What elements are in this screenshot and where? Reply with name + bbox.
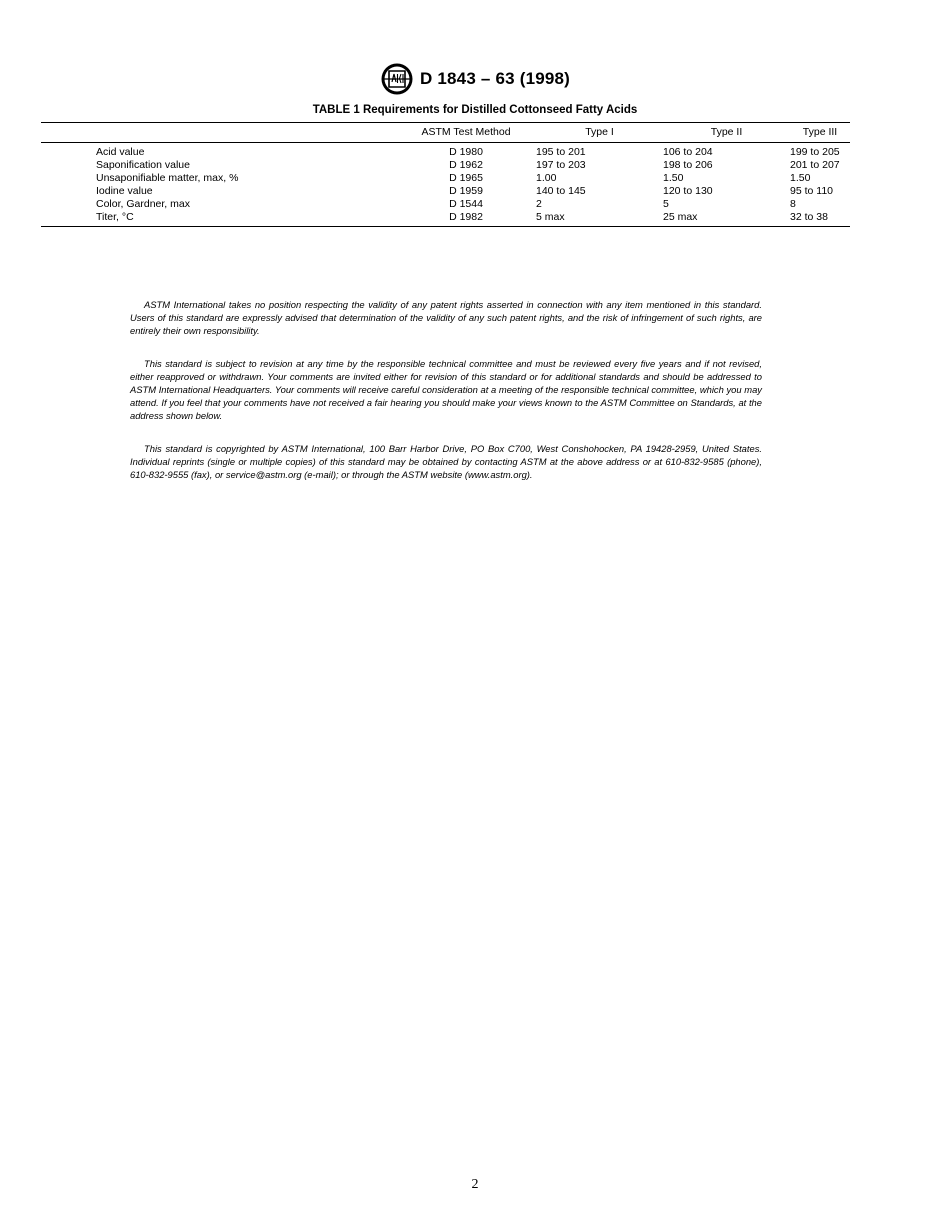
- cell-type-1: 197 to 203: [536, 159, 586, 171]
- revision-notice: This standard is subject to revision at any time by the responsible technical committee and must be reviewed every five years and if not revised, either reapproved or withdrawn. Your comments are invited either for revision of this standard or for additional standards and should be addressed to ASTM International Headquarters. Your comments will receive careful consideration at a meeting of the responsible technical committee, which you may attend. If you feel that your comments have not received a fair hearing you should make your views known to the ASTM Committee on Standards, at the address shown below.: [130, 358, 762, 421]
- column-header-property: [41, 123, 396, 143]
- column-header-type-3: Type III: [790, 123, 850, 143]
- cell-type-3: 95 to 110: [790, 185, 834, 197]
- cell-type-3: 32 to 38: [790, 211, 850, 227]
- cell-type-3: 201 to 207: [790, 159, 840, 171]
- cell-type-1: 140 to 145: [536, 185, 586, 197]
- cell-type-1: 2: [536, 198, 542, 210]
- cell-method: D 1959: [449, 185, 483, 197]
- header-inner: [380, 62, 570, 96]
- document-header: [0, 62, 950, 98]
- cell-type-1: 5 max: [536, 211, 663, 227]
- cell-type-2: 198 to 206: [663, 159, 713, 171]
- cell-type-2: 120 to 130: [663, 185, 713, 197]
- cell-type-1: 195 to 201: [536, 146, 586, 158]
- table-row: [41, 198, 850, 211]
- cell-type-2: 106 to 204: [663, 146, 713, 158]
- table-title: TABLE 1 Requirements for Distilled Cottonseed Fatty Acids: [312, 104, 638, 116]
- copyright-notice: This standard is copyrighted by ASTM International, 100 Barr Harbor Drive, PO Box C700, West Conshohocken, PA 19428-2959, United States. Individual reprints (single or multiple copies) of this standard may be obtained by contacting ASTM at the above address or at 610-832-9585 (phone), 610-832-9555 (fax), or service@astm.org (e-mail); or through the ASTM website (www.astm.org).: [130, 443, 762, 480]
- cell-method: D 1544: [449, 198, 483, 210]
- patent-notice: ASTM International takes no position respecting the validity of any patent rights asserted in connection with any item mentioned in this standard. Users of this standard are expressly advised that determination of the validity of any such patent rights, and the risk of infringement of such rights, are entirely their own responsibility.: [130, 299, 762, 336]
- cell-type-1: 1.00: [536, 172, 557, 184]
- table-row: [41, 185, 850, 198]
- standard-designation: D 1843 – 63 (1998): [419, 69, 571, 88]
- column-header-type-1: Type I: [536, 123, 663, 143]
- cell-property: Saponification value: [96, 159, 190, 171]
- cell-property: Acid value: [96, 146, 145, 158]
- cell-property: Titer, °C: [41, 211, 396, 227]
- table-row: [41, 211, 850, 227]
- cell-type-2: 5: [663, 198, 669, 210]
- cell-property: Color, Gardner, max: [96, 198, 190, 210]
- table-row: [41, 143, 850, 160]
- column-header-test-method: ASTM Test Method: [396, 123, 536, 143]
- cell-type-3: 8: [790, 198, 796, 210]
- cell-method: D 1980: [449, 146, 483, 158]
- table-row: [41, 159, 850, 172]
- cell-type-2: 25 max: [663, 211, 790, 227]
- cell-property: Iodine value: [96, 185, 153, 197]
- cell-property: Unsaponifiable matter, max, %: [96, 172, 239, 184]
- table-header-row: [41, 123, 850, 143]
- column-header-type-2: Type II: [663, 123, 790, 143]
- cell-method: D 1982: [396, 211, 536, 227]
- page-number: 2: [471, 1177, 479, 1192]
- table-row: [41, 172, 850, 185]
- cell-type-3: 1.50: [790, 172, 811, 184]
- cell-method: D 1962: [449, 159, 483, 171]
- cell-type-3: 199 to 205: [790, 146, 840, 158]
- cell-type-2: 1.50: [663, 172, 684, 184]
- cell-method: D 1965: [449, 172, 483, 184]
- requirements-table: [41, 122, 850, 227]
- astm-logo-icon: [380, 62, 414, 96]
